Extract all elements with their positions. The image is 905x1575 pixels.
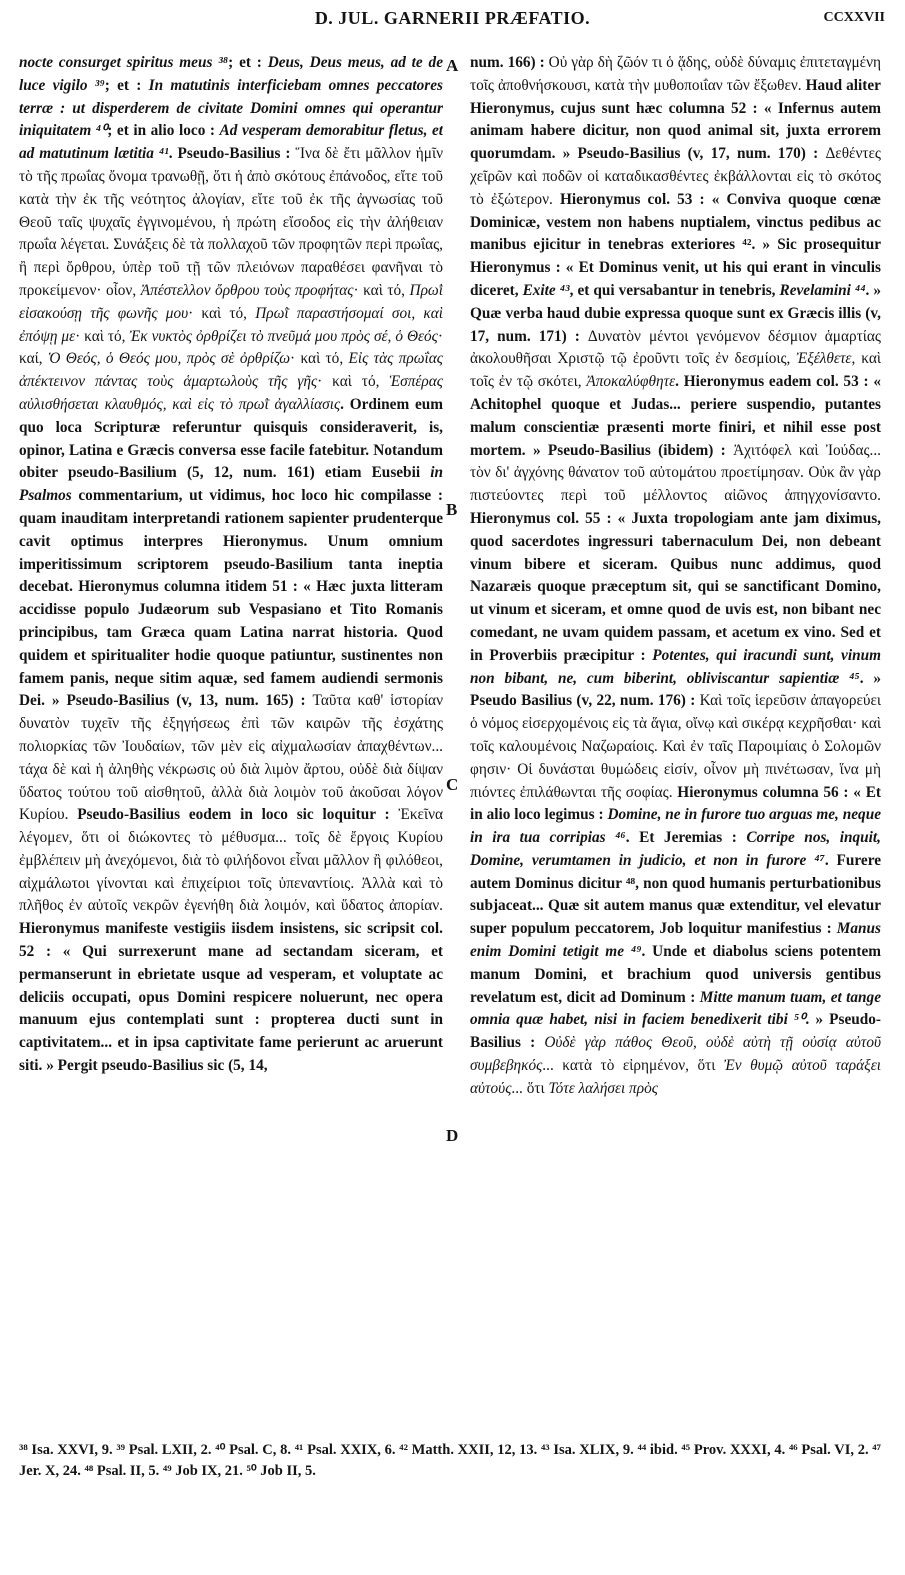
greek-text: Οὐ γὰρ δὴ ζῶόν τι ὁ ᾅδης, οὐδὲ δύναμις ἐπιτεταγμένη τοῖς ἀποθνήσκουσι, κατὰ τὴν μυθοποιΐαν τῶν ἔξωθεν. xyxy=(470,54,881,94)
body-text: commentarium, ut vidimus, hoc loco hic compilasse : quam inauditam interpretandi rationem sapienter prudenterque cavit optimus interpres Hieronymus. Unum omnium imperitissimum scriptorem pseudo-Basilium tanta ineptia decebat. Hieronymus columna itidem 51 : « Hæc juxta litteram accidisse populo Judæorum sub Vespasiano et Tito Romanis principibus, tam Græca quam Latina narrat historia. Quod quidem et spiritualiter hodie quoque patiuntur, sustinentes non famem panis, neque sitim aquæ, sed famem audiendi sermonis Dei. » Pseudo-Basilius (v, 13, num. 165) : xyxy=(19,487,443,710)
greek-quote: Πρωῒ εἰσακούσῃ τῆς φωνῆς μου xyxy=(19,281,443,322)
scripture-quote: Revelamini ⁴⁴ xyxy=(779,281,866,299)
margin-marker-c: C xyxy=(446,775,459,794)
work-title: in Psalmos xyxy=(19,464,443,505)
right-column xyxy=(470,52,881,1422)
scripture-quote: Domine, ne in furore tuo arguas me, neque in ira tua corripias ⁴⁶ xyxy=(470,806,881,847)
body-text: . Et Jeremias : xyxy=(625,829,747,847)
body-text: ; et : xyxy=(104,76,149,94)
page-header xyxy=(20,8,885,34)
body-text: . » Quæ verba haud dubie expressa quoque sunt ex Græcis illis (v, 17, num. 171) : xyxy=(470,281,881,345)
greek-text: Ἵνα δὲ ἔτι μᾶλλον ἡμῖν τὸ τῆς πρωΐας ὄνομα τρανωθῇ, ὅτι ἡ ἀπὸ σκότους ἐπάνοδος, εἴτε τοῦ κατὰ τὴν ἐκ τῆς νεότητος ἀλογίαν, εἴτε τοῦ ἐκ τῆς ἀγνωσίας τοῦ Θεοῦ ταῖς ψυχαῖς ἐγγινομένου, ἡ πρώτη εἴσοδος εἰς τὴν ἀλήθειαν πρωΐα λέγεται. Συνάξεις δὲ τὰ πολλαχοῦ τῶν προφητῶν περὶ πρωΐας, ἢ περὶ ὄρθρου, ὑπὲρ τοῦ τῇ τῶν πλειόνων παραθέσει φανῆναι τὸ προκείμενον· οἷον, xyxy=(19,145,443,299)
footnote-list: ³⁸ Isa. XXVI, 9. ³⁹ Psal. LXII, 2. ⁴⁰ Psal. C, 8. ⁴¹ Psal. XXIX, 6. ⁴² Matth. XXII, 12, 13. ⁴³ Isa. XLIX, 9. ⁴⁴ ibid. ⁴⁵ Prov. XXXI, 4. ⁴⁶ Psal. VI, 2. ⁴⁷ Jer. X, 24. ⁴⁸ Psal. II, 5. ⁴⁹ Job IX, 21. ⁵⁰ Job II, 5. xyxy=(19,1442,881,1479)
body-text: Hieronymus columna 56 : « Et in alio loco legimus : xyxy=(470,783,881,824)
greek-quote: Ἐκ νυκτὸς ὀρθρίζει τὸ πνεῦμά μου πρὸς σέ, ὁ Θεός xyxy=(129,327,438,345)
greek-text: · καὶ τό, xyxy=(75,327,130,345)
greek-text: · καὶ τό, xyxy=(290,350,349,368)
greek-quote: Οὐδὲ γὰρ πάθος Θεοῦ, οὐδὲ αὐτὴ τῇ οὐσίᾳ αὐτοῦ συμβεβηκός xyxy=(470,1034,881,1075)
greek-text: Ταῦτα καθ' ἱστορίαν δυνατὸν τυχεῖν τῆς ἐξηγήσεως ἐπὶ τῶν καιρῶν τῆς ἐσχάτης πολιορκίας τῶν Ἰουδαίων, τῶν μὲν εἰς αἰχμαλωσίαν ἀπαχθέντων... τάχα δὲ καὶ ἡ ἀληθὴς νέκρωσις οὐ διὰ λιμὸν ἄρτου, οὐδὲ διὰ δίψαν ὕδατος τούτου τοῦ αἰσθητοῦ, ἀλλὰ διὰ λοιμὸν τοῦ ἀκοῦσαι λόγον Κυρίου. xyxy=(19,692,443,824)
greek-quote: Ἀπέστελλον ὄρθρου τοὺς προφήτας xyxy=(140,281,354,299)
body-text: num. 166) : xyxy=(470,54,549,71)
greek-text: Ἀχιτόφελ καὶ Ἰούδας... τὸν δι' ἀγχόνης θάνατον τοῦ αὐτομάτου προετίμησαν. Οὐκ ἂν γὰρ πιστεύοντες περὶ τοῦ μέλλοντος αἰῶνος ἀπηγχονίσαντο. xyxy=(470,441,881,505)
scripture-quote: In matutinis interficiebam omnes peccatores terræ : ut disperderem de civitate Domini omnes qui operantur iniquitatem ⁴⁰ xyxy=(19,76,443,140)
left-paragraph xyxy=(19,52,443,1078)
body-text: . Furere autem Dominus dicitur ⁴⁸, non quod humanis perturbationibus subjaceat... Quæ sit autem manus quæ extenditur, vel elevatur super populum peccatorem, Job loquitur manifestius : xyxy=(470,851,881,938)
greek-quote: Τότε λαλήσει πρὸς xyxy=(548,1079,658,1097)
scripture-quote: Corripe nos, inquit, Domine, verumtamen in judicio, et non in furore ⁴⁷ xyxy=(470,829,881,869)
greek-text: Δυνατὸν μέντοι γενόμενον δέσμιον ἁμαρτίας ἀκολουθῆσαι Χριστῷ τῷ ἐροῦντι τοῖς ἐν δεσμίοις, xyxy=(470,327,881,368)
margin-marker-b: B xyxy=(446,500,458,519)
scripture-quote: nocte consurget spiritus meus ³⁸ xyxy=(19,54,229,71)
body-text: . Unde et diabolus sciens potentem manum Domini, et brachium quod universis gentibus revelatum est, dicit ad Dominum : xyxy=(470,943,881,1006)
greek-text: · καί, xyxy=(19,327,443,368)
scripture-quote: Potentes, qui iracundi sunt, vinum non bibant, ne, cum biberint, obliviscantur sapientiæ ⁴⁵ xyxy=(470,646,881,687)
margin-marker-d: D xyxy=(446,1126,459,1145)
body-text: Hieronymus col. 55 : « Juxta tropologiam ante jam diximus, quod sacerdotes ingressuri tabernaculum Dei, non debeant vinum bibere et siceram. Quibus nunc addimus, quod Nazaræis quoque præceptum sit, qui se sanctificant Domino, ut vinum et siceram, et omne quod de uvis est, non bibant nec comedant, ne uvam quidem passam, et acetum ex vino. Sed et in Proverbiis præcipitur : xyxy=(470,509,881,664)
greek-quote: Ἑσπέρας αὐλισθήσεται κλαυθμός, καὶ εἰς τὸ πρωῒ ἀγαλλίασις xyxy=(19,373,443,413)
body-text: Pseudo-Basilius eodem in loco sic loquitur : xyxy=(68,806,399,824)
body-text: Haud aliter Hieronymus, cujus sunt hæc columna 52 : « Infernus autem animam habere dicitur, non quod animal sit, juxta errorem quorumdam. » Pseudo-Basilius (v, 17, num. 170) : xyxy=(470,76,881,163)
body-text: . » Pseudo-Basilius : xyxy=(470,1011,881,1052)
greek-text: · καὶ τό, xyxy=(188,304,256,322)
body-text: Hieronymus col. 53 : « Conviva quoque cœnæ Dominicæ, vestem non habens nuptialem, vinctus pedibus ac manibus ejicitur in tenebras exteriores ⁴². » Sic prosequitur Hieronymus : « Et Dominus venit, ut his qui erant in vinculis diceret, xyxy=(470,190,881,299)
greek-quote: Ἐν θυμῷ αὐτοῦ ταράξει αὐτούς xyxy=(470,1057,881,1097)
greek-quote: Ἐξέλθετε xyxy=(796,350,852,368)
greek-text: Δεθέντες χεῖρῶν καὶ ποδῶν οἱ καταδικασθέντες ἐκβάλλονται εἰς τὸ σκότος τὸ ἐξώτερον. xyxy=(470,145,881,208)
body-text: ; et in alio loco : xyxy=(107,122,220,140)
scripture-quote: Mitte manum tuam, et tange omnia quæ habet, nisi in faciem benedixerit tibi ⁵⁰ xyxy=(470,988,881,1029)
greek-quote: Ἀποκαλύφθητε xyxy=(586,373,676,391)
body-text: . » Pseudo Basilius (v, 22, num. 176) : xyxy=(470,669,881,710)
scripture-quote: Ad vesperam demorabitur fletus, et ad matutinum lætitia ⁴¹ xyxy=(19,122,443,163)
greek-text: Καὶ τοῖς ἱερεῦσιν ἀπαγορεύει ὁ νόμος εἰσερχομένοις εἰς τὰ ἅγια, οἴνῳ καὶ σικέρᾳ κεχρῆσθαι· καὶ τοῖς καλουμένοις Ναζωραίοις. Καὶ ἐν ταῖς Παροιμίαις ὁ Σολομῶν φησιν· Οἱ δυνάσται θυμώδεις εἰσίν, οἶνον μὴ πινέτωσαν, ἵνα μὴ πιόντες ἐπιλάθωνται τῆς σοφίας. xyxy=(470,692,881,801)
greek-text: , καὶ τοῖς ἐν τῷ σκότει, xyxy=(470,350,881,391)
body-text: , et qui versabantur in tenebris, xyxy=(569,281,780,299)
left-column xyxy=(19,52,443,1422)
scripture-quote: Manus enim Domini tetigit me ⁴⁹ xyxy=(470,920,881,961)
greek-text: ... κατὰ τὸ εἰρημένον, ὅτι xyxy=(542,1057,724,1075)
body-text: ; et : xyxy=(228,54,268,71)
scripture-quote: Exite ⁴³ xyxy=(522,281,570,299)
margin-marker-a: A xyxy=(446,56,459,75)
scripture-quote: Deus, Deus meus, ad te de luce vigilo ³⁹ xyxy=(19,54,443,94)
footnotes xyxy=(19,1440,881,1482)
greek-text: ... ὅτι xyxy=(511,1079,549,1097)
greek-text: · καὶ τό, xyxy=(353,281,410,299)
body-text: . Pseudo-Basilius : xyxy=(168,145,296,163)
body-text: . Ordinem eum quo loca Scripturæ referuntur quisquis consideraverit, is, opinor, Latina e Græcis conversa esse facile fatebitur. Notandum obiter pseudo-Basilium (5, 12, num. 161) etiam Eusebii xyxy=(19,395,443,482)
right-paragraph xyxy=(470,52,881,1101)
greek-quote: Εἰς τὰς πρωΐας ἀπέκτεινον πάντας τοὺς ἁμαρτωλοὺς τῆς γῆς xyxy=(19,350,443,391)
greek-text: · καὶ τό, xyxy=(317,373,390,391)
page-number: CCXXVII xyxy=(823,10,885,25)
greek-quote: Πρωῒ παραστήσομαί σοι, καὶ ἐπόψῃ με xyxy=(19,304,443,345)
body-text: Hieronymus manifeste vestigiis iisdem insistens, sic scripsit col. 52 : « Qui surrexerunt mane ad sectandam siceram, et permanserunt in ebrietate usque ad vesperam, et voluptate ac deliciis occupati, opus Domini respicere noluerunt, nec opera manuum ejus contemplati sunt : propterea ducti sunt in captivitatem... et in ipsa captivitate fame perierunt ac aruerunt siti. » Pergit pseudo-Basilius sic (5, 14, xyxy=(19,920,443,1075)
greek-text: Ἐκεῖνα λέγομεν, ὅτι οἱ διώκοντες τὸ μέθυσμα... τοῖς δὲ ἔργοις Κυρίου ἐμβλέπειν μὴ ἀνεχόμενοι, διὰ τὸ φιλήδονοι εἶναι μᾶλλον ἢ φιλόθεοι, αἰχμάλωτοι γίνονται καὶ ἐπιχείριοι τοῖς ὑπεναντίοις. Ἀλλὰ καὶ τὸ πλῆθος ἐν αὐτοῖς νεκρῶν ἐγενήθη διὰ λοιμόν, καὶ ὕδατος ἀπορίαν. xyxy=(19,806,443,915)
running-title: D. JUL. GARNERII PRÆFATIO. xyxy=(314,8,591,28)
body-text: . Hieronymus eadem col. 53 : « Achitophel quoque et Judas... periere suspendio, putantes malum conscientiæ præsenti morte finiri, et nihil esse post mortem. » Pseudo-Basilius (ibidem) : xyxy=(470,373,881,459)
greek-quote: Ὁ Θεός, ὁ Θεός μου, πρὸς σὲ ὀρθρίζω xyxy=(47,350,291,368)
